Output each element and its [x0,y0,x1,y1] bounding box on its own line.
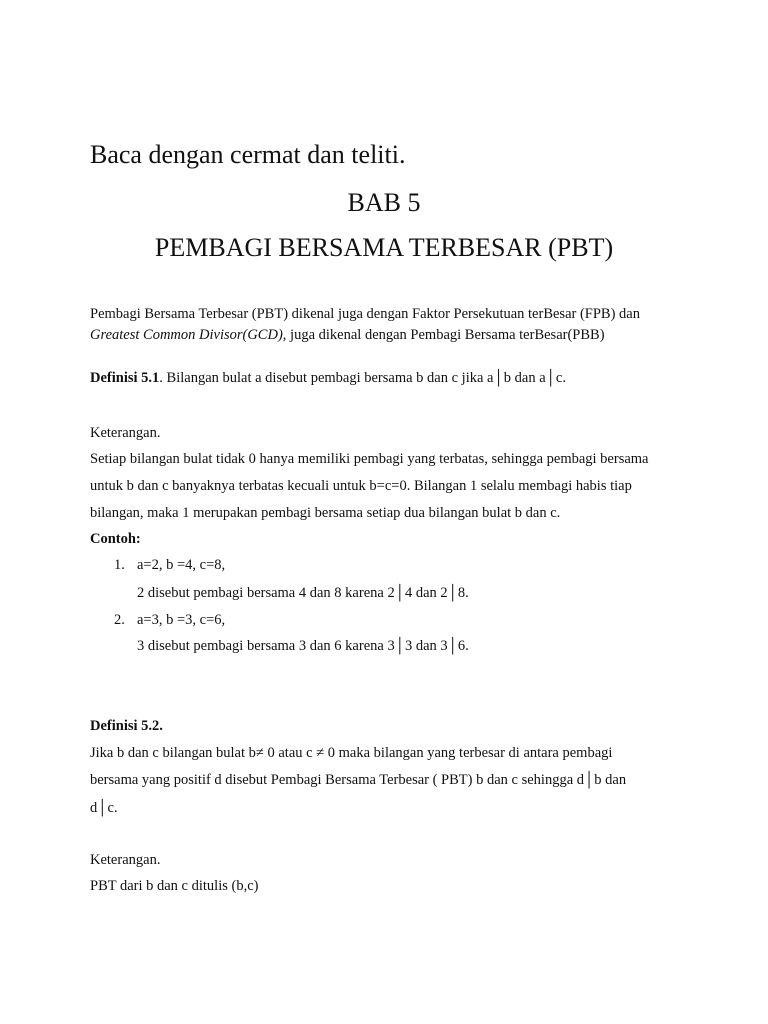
paragraph-line: Pembagi Bersama Terbesar (PBT) dikenal juga dengan Faktor Persekutuan terBesar (FPB) dan [90,306,640,322]
definition-line: d│c. [90,800,118,816]
chapter-title: PEMBAGI BERSAMA TERBESAR (PBT) [154,233,614,262]
note-heading: Keterangan. [90,425,161,441]
list-number: 1. [114,557,125,573]
example-label: Contoh: [90,531,141,547]
definition-5-2-heading [90,718,163,735]
definition-5-1 [90,370,566,387]
note-line: bilangan, maka 1 merupakan pembagi bersama setiap dua bilangan bulat b dan c. [90,505,561,521]
definition-label: Definisi 5.1 [90,370,160,386]
definition-text: . Bilangan bulat a disebut pembagi bersama b dan c jika a│b dan a│c. [159,370,566,386]
note-line: untuk b dan c banyaknya terbatas kecuali untuk b=c=0. Bilangan 1 selalu membagi habis tiap [90,478,632,494]
definition-line: bersama yang positif d disebut Pembagi Bersama Terbesar ( PBT) b dan c sehingga d│b dan [90,772,627,788]
paragraph-text: , juga dikenal dengan Pembagi Bersama terBesar(PBB) [282,327,605,343]
list-item: a=2, b =4, c=8, [137,557,226,573]
paragraph-line [90,327,605,344]
definition-line: Jika b dan c bilangan bulat b≠ 0 atau c ≠ 0 maka bilangan yang terbesar di antara pembagi [90,745,613,761]
chapter-heading: BAB 5 [347,188,421,217]
note-heading: Keterangan. [90,852,161,868]
example-heading [90,531,141,548]
list-item: a=3, b =3, c=6, [137,612,226,628]
list-item-explanation: 3 disebut pembagi bersama 3 dan 6 karena 3│3 dan 3│6. [137,638,469,654]
intro-text: Baca dengan cermat dan teliti. [90,140,406,169]
definition-label: Definisi 5.2. [90,718,163,734]
gcd-term: Greatest Common Divisor(GCD) [90,327,283,343]
list-number: 2. [114,612,125,628]
note-line: PBT dari b dan c ditulis (b,c) [90,878,259,894]
list-item-explanation: 2 disebut pembagi bersama 4 dan 8 karena 2│4 dan 2│8. [137,585,469,601]
note-line: Setiap bilangan bulat tidak 0 hanya memiliki pembagi yang terbatas, sehingga pembagi bersama [90,451,649,467]
